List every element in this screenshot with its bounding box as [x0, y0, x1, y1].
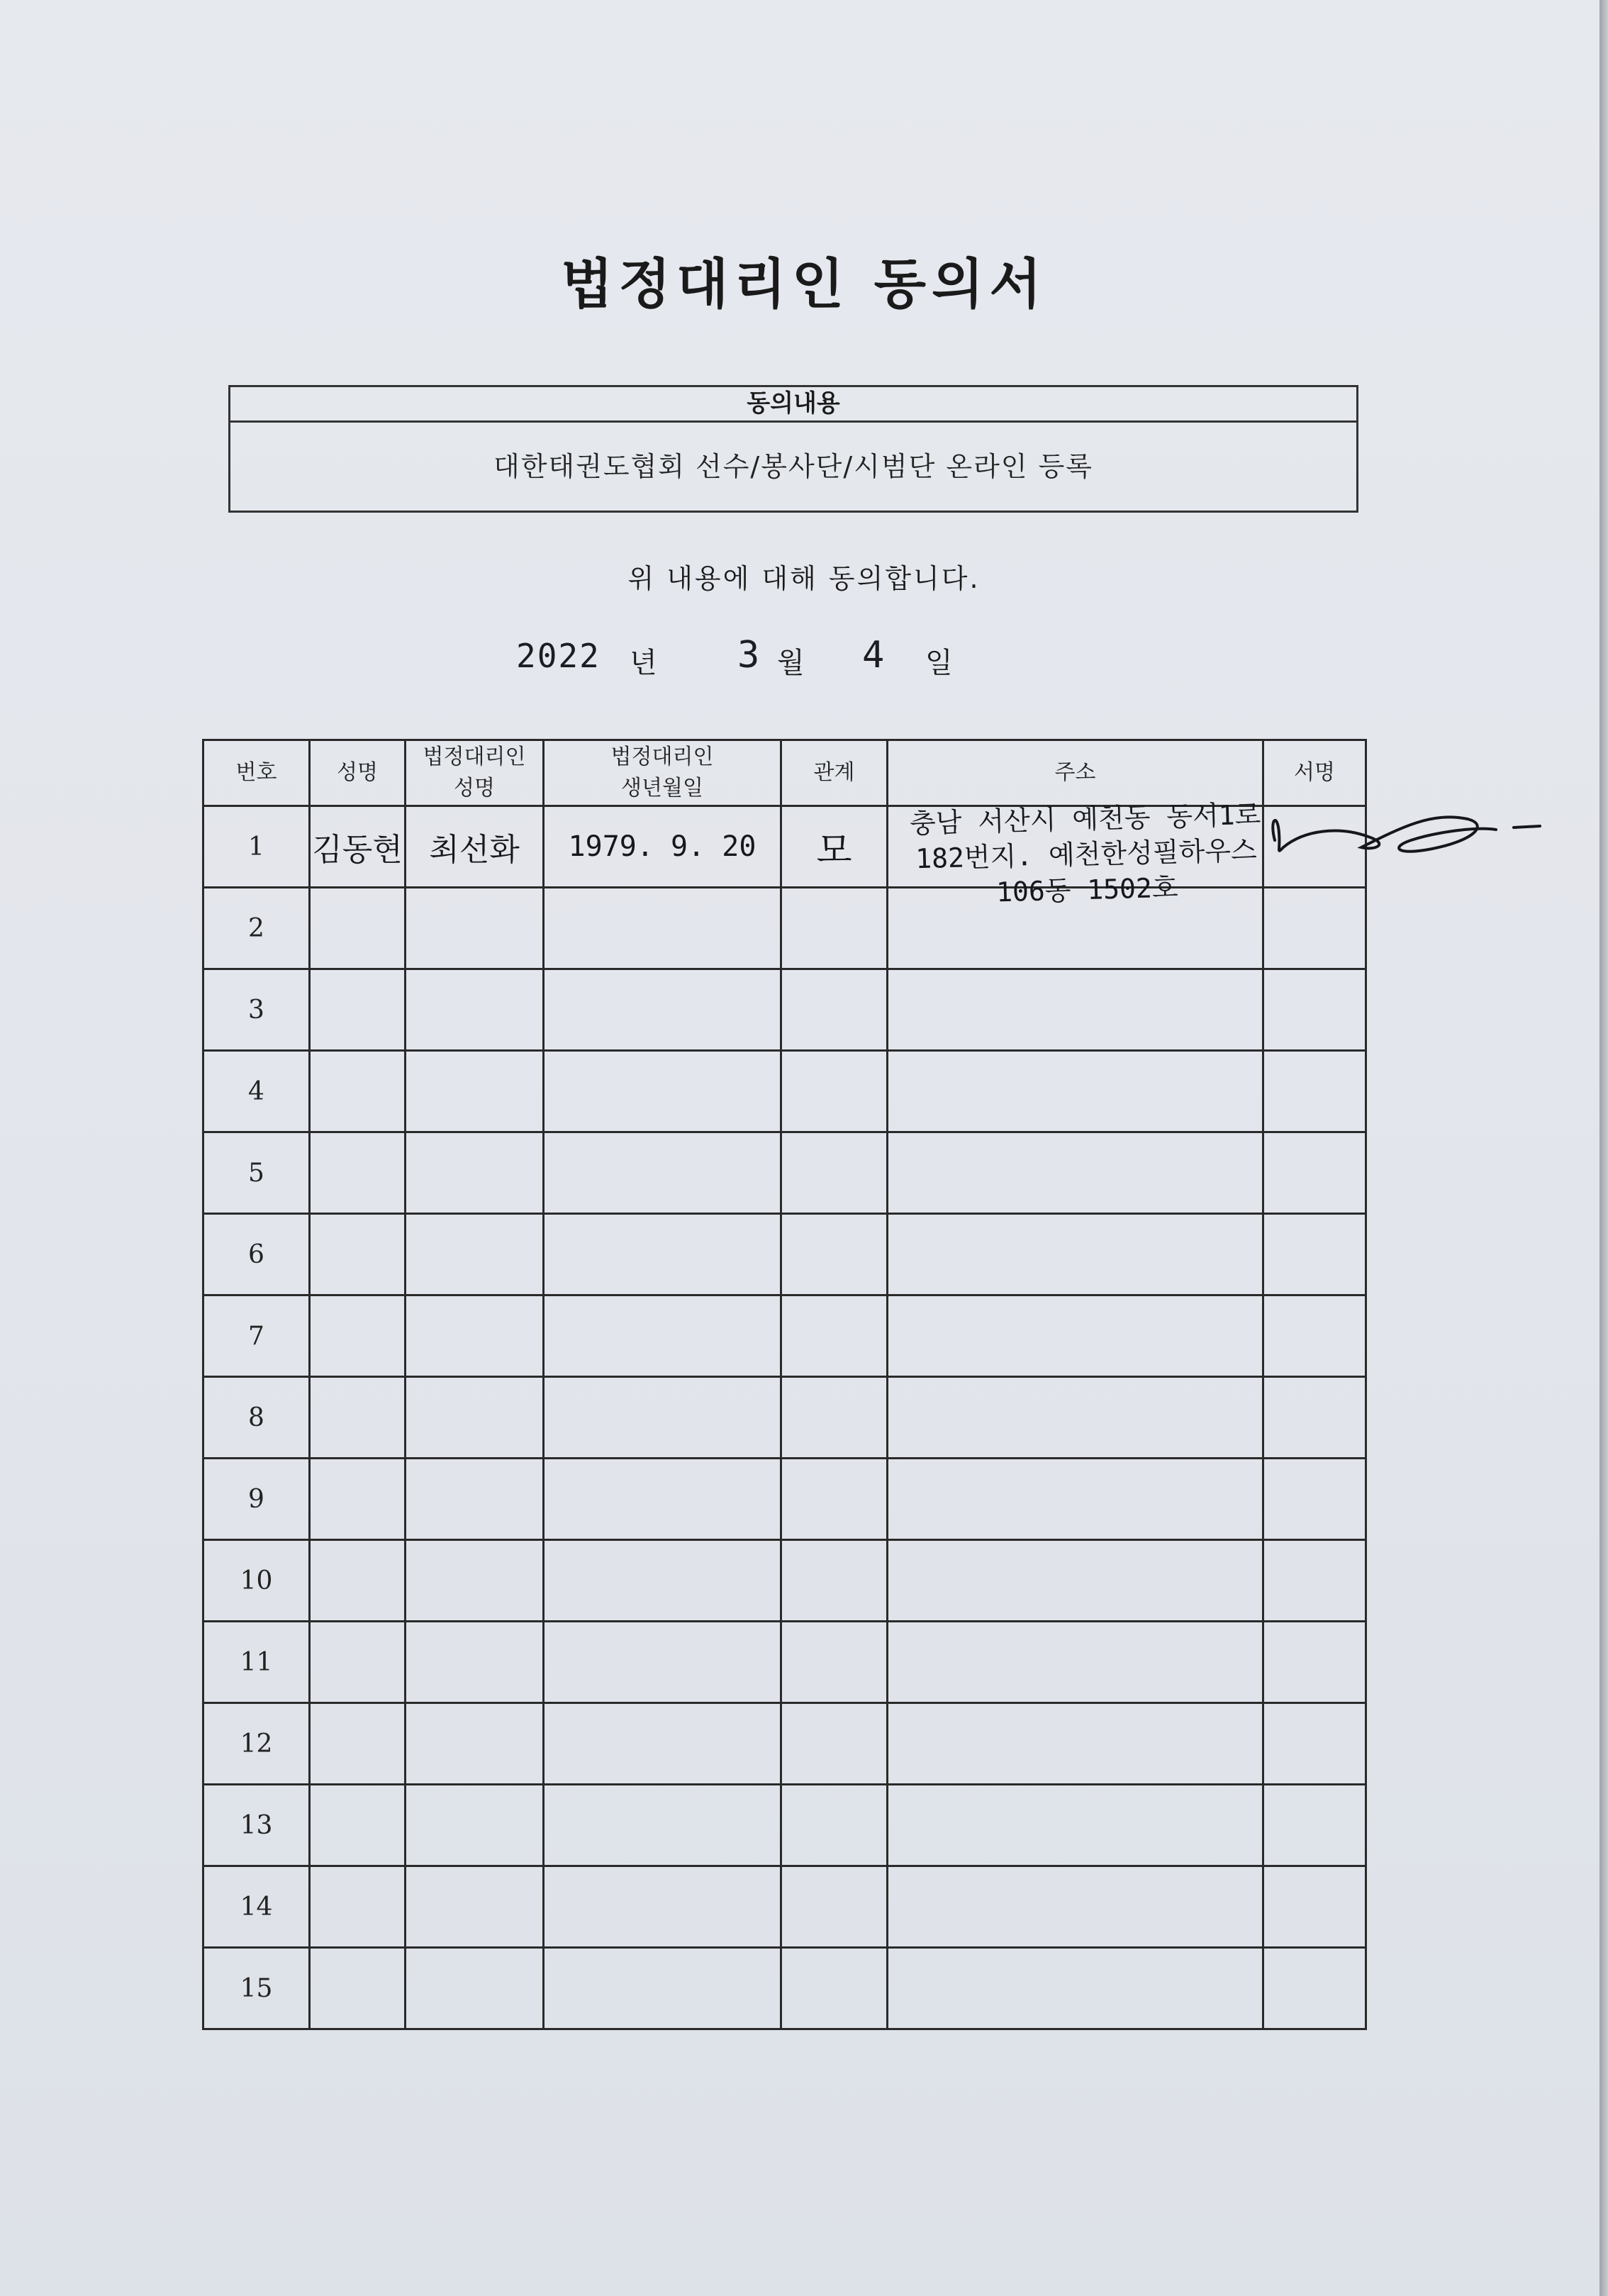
row-number: 5 [203, 1132, 310, 1214]
table-row [203, 1866, 1366, 1948]
consent-box [228, 385, 1358, 513]
consent-text: 대한태권도협회 선수/봉사단/시범단 온라인 등록 [493, 451, 1093, 482]
header-relation: 관계 [781, 740, 888, 806]
row-number: 2 [203, 888, 310, 969]
row-number: 14 [203, 1866, 310, 1948]
row-number: 6 [203, 1214, 310, 1295]
row-number: 10 [203, 1540, 310, 1622]
row-number: 4 [203, 1051, 310, 1132]
cell-relation [781, 806, 888, 888]
row-number: 13 [203, 1785, 310, 1866]
header-address: 주소 [888, 740, 1263, 806]
header-number: 번호 [203, 740, 310, 806]
header-signature: 서명 [1263, 740, 1366, 806]
header-guardian-birth-line1: 법정대리인 [610, 745, 714, 769]
consent-header: 동의내용 [230, 387, 1356, 423]
table-row [203, 1703, 1366, 1785]
cell-name [310, 806, 406, 888]
address-handwritten [893, 796, 1279, 913]
date-day-handwritten: 4 [862, 634, 885, 676]
header-guardian-name [406, 740, 544, 806]
row-number: 1 [203, 806, 310, 888]
table-row [203, 1948, 1366, 2029]
header-guardian-name-line1: 법정대리인 [423, 745, 526, 769]
table-header-row [203, 740, 1366, 806]
guardian-birth-handwritten: 1979. 9. 20 [568, 830, 756, 863]
background-surface [1599, 0, 1608, 2296]
date-year-handwritten: 2022 [516, 637, 601, 675]
agreement-statement: 위 내용에 대해 동의합니다. [627, 563, 981, 594]
date-month-label: 월 [777, 647, 805, 679]
table-row [203, 1295, 1366, 1377]
cell-guardian-name [406, 806, 544, 888]
header-guardian-birth-line2: 생년월일 [621, 776, 703, 801]
date-year-label: 년 [630, 647, 657, 679]
table-row [203, 969, 1366, 1051]
row-number: 3 [203, 969, 310, 1051]
address-line3: 106동 1502호 [995, 871, 1179, 908]
date-month-handwritten: 3 [737, 634, 760, 676]
signature-dash [1514, 826, 1540, 827]
document-title: 법정대리인 동의서 [561, 252, 1047, 316]
row-number: 9 [203, 1459, 310, 1540]
table-row [203, 1377, 1366, 1459]
table-row [203, 1540, 1366, 1622]
row-number: 7 [203, 1295, 310, 1377]
table-row [203, 1459, 1366, 1540]
guardian-name-handwritten: 최선화 [429, 832, 520, 868]
header-guardian-name-line2: 성명 [454, 776, 495, 801]
row-number: 8 [203, 1377, 310, 1459]
row-number: 12 [203, 1703, 310, 1785]
signature-stroke [1273, 817, 1496, 851]
header-guardian-birth [544, 740, 781, 806]
table-row [203, 1622, 1366, 1703]
signature-scribble [1262, 798, 1546, 876]
header-name: 성명 [310, 740, 406, 806]
guardian-table [202, 739, 1367, 2030]
address-line2: 182번지. 예천한성필하우스 [915, 834, 1258, 875]
table-row [203, 1214, 1366, 1295]
name-handwritten: 김동현 [312, 832, 403, 868]
relation-handwritten: 모 [816, 829, 852, 872]
row-number: 11 [203, 1622, 310, 1703]
table-row [203, 1051, 1366, 1132]
cell-guardian-birth [544, 806, 781, 888]
table-row [203, 1785, 1366, 1866]
address-line1: 충남 서산시 예천동 동서1로 [909, 798, 1261, 840]
row-number: 15 [203, 1948, 310, 2029]
table-row [203, 1132, 1366, 1214]
date-day-label: 일 [925, 647, 953, 679]
